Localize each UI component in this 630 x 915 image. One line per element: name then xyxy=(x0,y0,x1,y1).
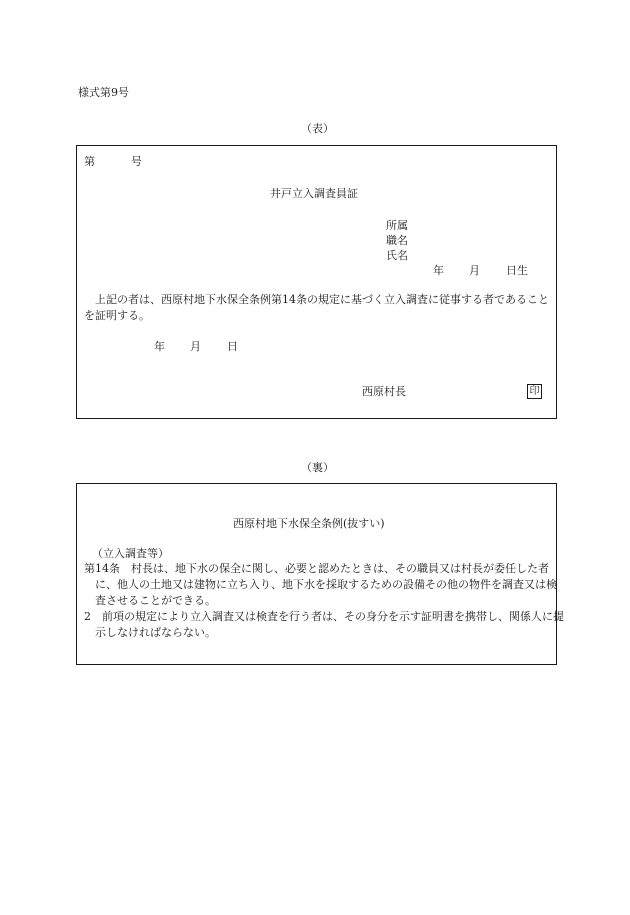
field-name: 氏名 xyxy=(386,249,408,262)
form-number: 様式第9号 xyxy=(78,86,129,99)
number-suffix: 号 xyxy=(131,155,142,168)
issue-day: 日 xyxy=(227,340,238,353)
birth-day: 日生 xyxy=(506,264,528,277)
section-heading: （立入調査等） xyxy=(92,547,169,560)
front-side-label: （表） xyxy=(301,122,334,135)
issue-month: 月 xyxy=(190,340,201,353)
field-affiliation: 所属 xyxy=(386,219,408,232)
card-title: 井戸立入調査員証 xyxy=(270,187,358,200)
paragraph-2: 2 前項の規定により立入調査又は検査を行う者は、その身分を示す証明書を携帯し、関係人に提示しなければならない。 xyxy=(84,610,564,639)
birth-month: 月 xyxy=(469,264,480,277)
issue-year: 年 xyxy=(154,340,165,353)
certification-text: 上記の者は、西原村地下水保全条例第14条の規定に基づく立入調査に従事する者であることを証明する。 xyxy=(84,293,549,322)
seal-stamp: 印 xyxy=(527,384,542,399)
field-position: 職名 xyxy=(386,234,408,247)
article-14: 第14条 村長は、地下水の保全に関し、必要と認めたときは、その職員又は村長が委任した者に、他人の土地又は建物に立ち入り、地下水を採取するための設備その他の物件を調査又は検査させることができる。 xyxy=(84,562,557,607)
issuer: 西原村長 xyxy=(362,385,406,398)
back-side-label: （裏） xyxy=(301,461,334,474)
birth-year: 年 xyxy=(433,264,444,277)
back-title: 西原村地下水保全条例(抜すい) xyxy=(233,517,385,530)
number-prefix: 第 xyxy=(84,155,95,168)
